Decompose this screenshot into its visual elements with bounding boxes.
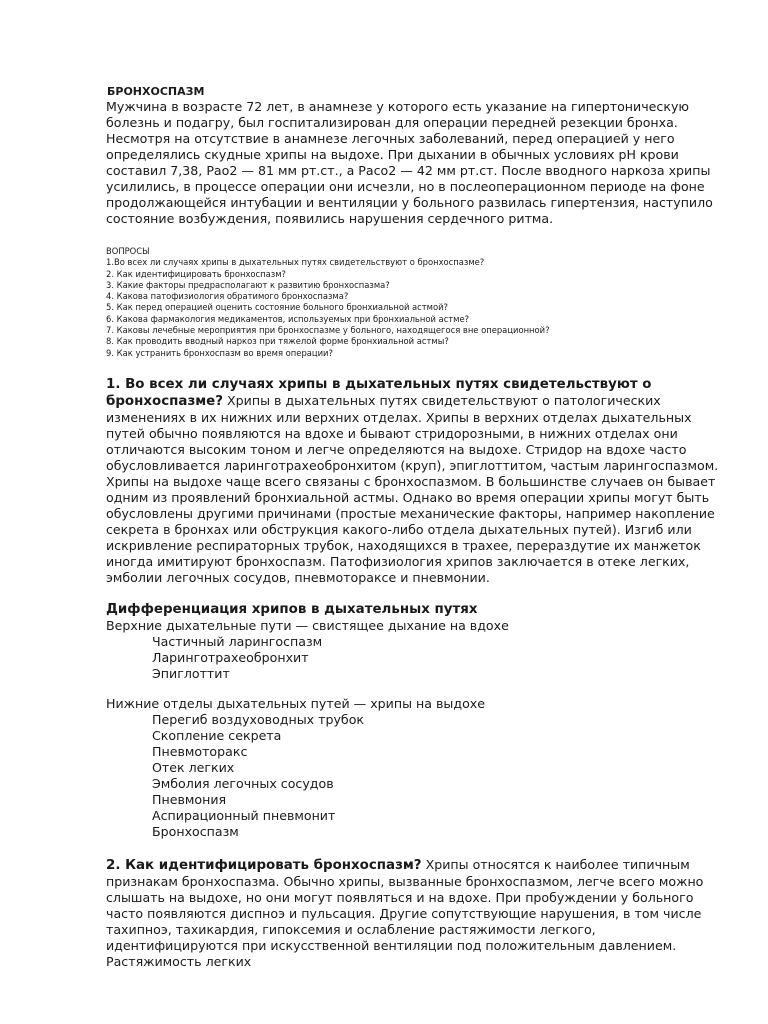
list-item: Эпиглоттит [152, 665, 230, 681]
list-item: Пневмония [152, 791, 227, 807]
upper-airways-list [106, 634, 726, 682]
answer-2-question: 2. Как идентифицировать бронхоспазм? [106, 857, 422, 873]
question-item: 7. Каковы лечебные мероприятия при бронхоспазме у больного, находящегося вне операционной? [106, 325, 550, 336]
list-item: Перегиб воздуховодных трубок [152, 711, 365, 727]
question-item: 4. Какова патофизиология обратимого бронхоспазма? [106, 291, 349, 302]
list-item: Эмболия легочных сосудов [152, 775, 334, 791]
case-description: Мужчина в возрасте 72 лет, в анамнезе у которого есть указание на гипертоническую болезнь и подагру, был госпитализирован для операции передней резекции бронха. Несмотря на отсутствие в анамнезе легочных заболеваний, перед операцией у него определялись скудные хрипы на выдохе. При дыхании в обычных условиях рН крови составил 7,38, Рао2 — 81 мм рт.ст., а Расо2 — 42 мм рт.ст. После вводного наркоза хрипы усилились, в процессе операции они исчезли, но в послеоперационном периоде на фоне продолжающейся интубации и вентиляции у больного развилась гипертензия, наступило состояние возбуждения, появились нарушения сердечного ритма. [106, 99, 713, 226]
question-item: 2. Как идентифицировать бронхоспазм? [106, 268, 286, 279]
document-page [106, 84, 726, 970]
differentiation-title: Дифференциация хрипов в дыхательных путях [106, 601, 478, 617]
answer-1 [106, 376, 726, 586]
answer-1-question: 1. Во всех ли случаях хрипы в дыхательных путях свидетельствуют о бронхоспазме? [106, 376, 652, 409]
lower-airways-list [106, 712, 726, 840]
list-item: Скопление секрета [152, 727, 282, 743]
question-item: 3. Какие факторы предрасполагают к развитию бронхоспазма? [106, 279, 390, 290]
question-item: 1.Во всех ли случаях хрипы в дыхательных путях свидетельствуют о бронхоспазме? [106, 257, 485, 268]
list-item: Аспирационный пневмонит [152, 807, 336, 823]
question-item: 5. Как перед операцией оценить состояние больного бронхиальной астмой? [106, 302, 448, 313]
list-item: Частичный ларингоспазм [152, 633, 323, 649]
list-item: Ларинготрахеобронхит [152, 649, 309, 665]
upper-airways-heading: Верхние дыхательные пути — свистящее дыхание на вдохе [106, 617, 509, 633]
questions-list [106, 257, 726, 359]
answer-2 [106, 857, 726, 970]
answer-2-body: Хрипы относятся к наиболее типичным признакам бронхоспазма. Обычно хрипы, вызванные бронхоспазмом, легче всего можно слышать на выдохе, но они могут появляться и на вдохе. При пробуждении у больного часто появляются диспноэ и пульсация. Другие сопутствующие нарушения, в том числе тахипноэ, тахикардия, гипоксемия и ослабление растяжимости легкого, идентифицируются при искусственной вентиляции под положительным давлением. Растяжимость легких [106, 856, 704, 969]
list-item: Пневмоторакс [152, 743, 248, 759]
question-item: 8. Как проводить вводный наркоз при тяжелой форме бронхиальной астмы? [106, 336, 449, 347]
spacer [106, 682, 726, 696]
lower-airways-heading: Нижние отделы дыхательных путей — хрипы на выдохе [106, 695, 485, 711]
document-title: БРОНХОСПАЗМ [107, 85, 205, 98]
question-item: 9. Как устранить бронхоспазм во время операции? [106, 347, 333, 358]
answer-1-body: Хрипы в дыхательных путях свидетельствуют о патологических изменениях в их нижних или верхних отделах. Хрипы в верхних отделах дыхательных путей обычно появляются на вдохе и бывают стридорозными, в нижних отделах они отличаются высоким тоном и легче определяются на выдохе. Стридор на вдохе часто обусловливается ларинготрахеобронхитом (круп), эпиглоттитом, частым ларингоспазмом. Хрипы на выдохе чаще всего связаны с бронхоспазмом. В большинстве случаев он бывает одним из проявлений бронхиальной астмы. Однако во время операции хрипы могут быть обусловлены другими причинами (простые механические факторы, например накопление секрета в бронхах или обструкция какого-либо отдела дыхательных путей). Изгиб или искривление респираторных трубок, находящихся в трахее, перераздутие их манжеток иногда имитируют бронхоспазм. Патофизиология хрипов заключается в отеке легких, эмболии легочных сосудов, пневмотораксе и пневмонии. [106, 392, 719, 585]
questions-heading: ВОПРОСЫ [106, 246, 150, 256]
question-item: 6. Какова фармакология медикаментов, используемых при бронхиальной астме? [106, 313, 470, 324]
list-item: Отек легких [152, 759, 235, 775]
list-item: Бронхоспазм [152, 823, 239, 839]
